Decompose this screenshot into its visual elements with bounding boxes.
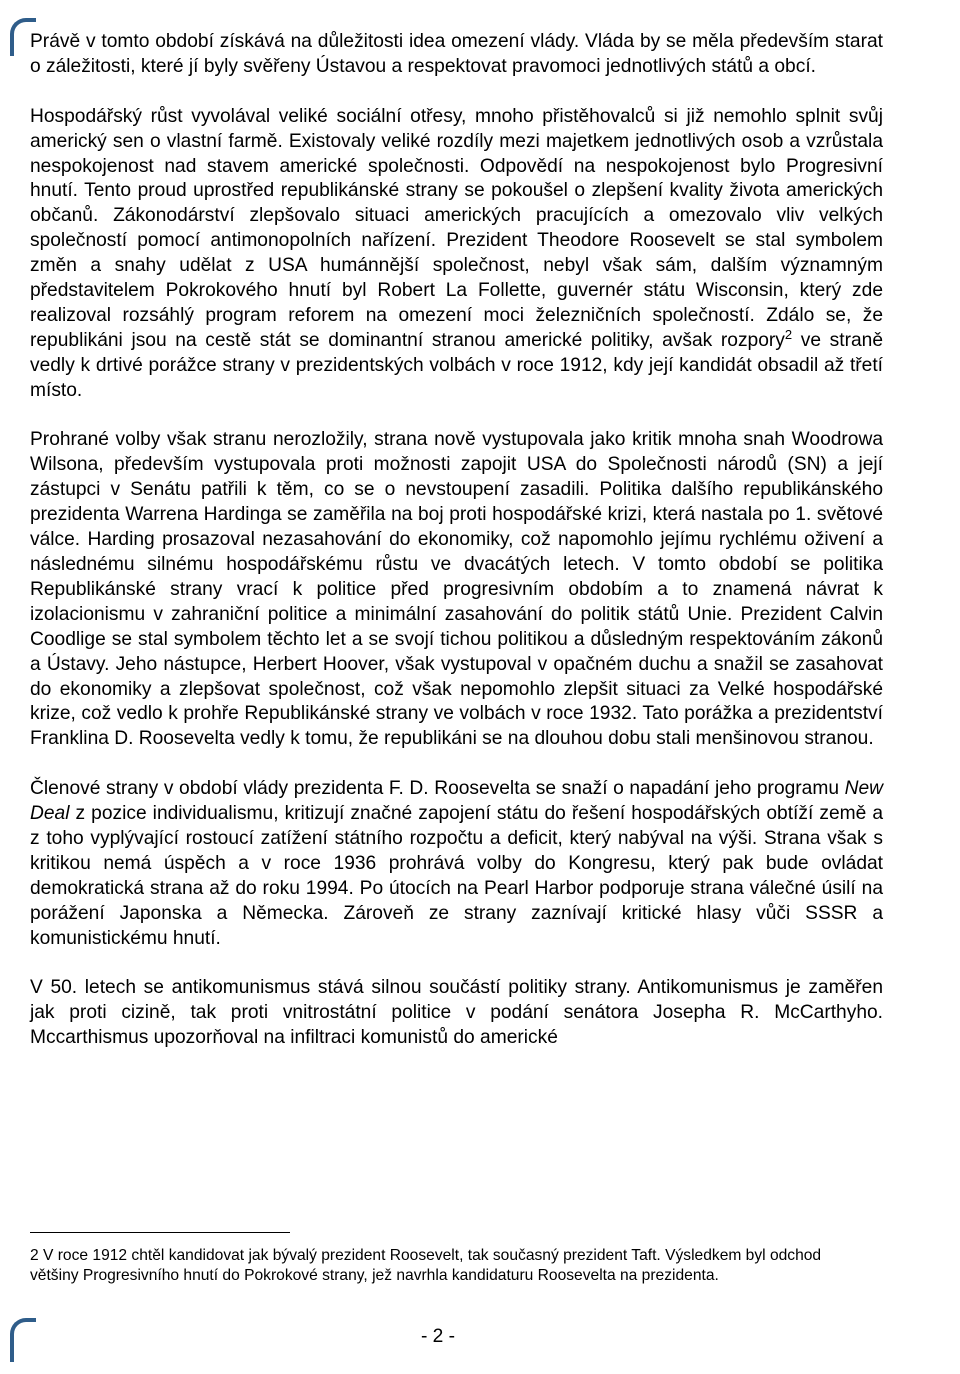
footnote-reference[interactable]: 2 xyxy=(784,326,793,342)
footnote-divider xyxy=(30,1232,290,1233)
paragraph-2-part-a: Hospodářský růst vyvolával veliké sociální otřesy, mnoho přistěhovalců si již nemohlo splnit svůj americký sen o vlastní farmě. Existovaly veliké rozdíly mezi majetkem jednotlivých osob a vzrůstala nespokojenost nad stavem americké společnosti. Odpovědí na nespokojenost bylo Progresivní hnutí. Tento proud uprostřed republikánské strany se pokoušel o zlepšení kvality života amerických občanů. Zákonodárství zlepšovalo situaci amerických pracujících a omezovalo vliv velkých společností pomocí antimonopolních nařízení. Prezident Theodore Roosevelt se stal symbolem změn a snahy udělat z USA humánnější společnost, nebyl však sám, dalším významným představitelem Pokrokového hnutí byl Robert La Follette, guvernér státu Wisconsin, který zde realizoval rozsáhlý program reforem na omezení moci železničních společností. Zdálo se, že republikáni jsou na cestě stát se dominantní stranou americké politiky, avšak rozpory xyxy=(30,105,883,351)
body-text xyxy=(30,30,883,1051)
paragraph-1: Právě v tomto období získává na důležitosti idea omezení vlády. Vláda by se měla především starat o záležitosti, které jí byly svěřeny Ústavou a respektovat pravomoci jednotlivých států a obcí. xyxy=(30,31,883,77)
paragraph-4-part-a: Členové strany v období vlády prezidenta F. D. Roosevelta se snaží o napadání jeho programu xyxy=(30,778,845,800)
page-number: - 2 - xyxy=(420,1326,456,1347)
footnote: 2 V roce 1912 chtěl kandidovat jak bývalý prezident Roosevelt, tak současný prezident Taft. Výsledkem byl odchod většiny Progresivního hnutí do Pokrokové strany, jež navrhla kandidaturu Roosevelta na prezidenta. xyxy=(30,1247,822,1285)
paragraph-5: V 50. letech se antikomunismus stává silnou součástí politiky strany. Antikomunismus je zaměřen jak proti cizině, tak proti vnitrostátní politice v podání senátora Josepha R. McCarthyho. Mccarthismus upozorňoval na infiltraci komunistů do americké xyxy=(30,977,883,1049)
new-deal-emphasis: New Deal xyxy=(30,778,883,825)
paragraph-4 xyxy=(30,777,883,951)
paragraph-4-part-b: z pozice individualismu, kritizují značné zapojení státu do řešení hospodářských obtíží země a z toho vyplývající rostoucí zatížení státního rozpočtu a deficit, který nabýval na výši. Strana však s kritikou nemá úspěch a v roce 1936 prohrává volby do Kongresu, který pak bude ovládat demokratická strana až do roku 1994. Po útocích na Pearl Harbor podporuje strana válečné úsilí na porážení Japonska a Německa. Zároveň ze strany zaznívají kritické hlasy vůči SSSR a komunistickému hnutí. xyxy=(30,803,883,949)
paragraph-2-part-b: ve straně vedly k drtivé porážce strany v prezidentských volbách v roce 1912, kdy její kandidát obsadil až třetí místo. xyxy=(30,329,883,401)
paragraph-3: Prohrané volby však stranu nerozložily, strana nově vystupovala jako kritik mnoha snah Woodrowa Wilsona, především vystupovala proti možnosti zapojit USA do Společnosti národů (SN) a její zástupci v Senátu patřili k těm, co se o nevstoupení zasadili. Politika dalšího republikánského prezidenta Warrena Hardinga se zaměřila na boj proti hospodářské krizi, která nastala po 1. světové válce. Harding prosazoval nezasahování do ekonomiky, což napomohlo jejímu rychlému oživení a následnému silnému hospodářskému růstu ve dvacátých letech. V tomto období se politika Republikánské strany vrací k politice před progresivním obdobím a to znamená návrat k izolacionismu v zahraniční politice a minimální zasahování do politik států Unie. Prezident Calvin Coodlige se stal symbolem těchto let a se svojí tichou politikou a důsledným respektováním zákonů a Ústavy. Jeho nástupce, Herbert Hoover, však vystupoval v opačném duchu a snažil se zasahovat do ekonomiky a zlepšovat společnost, což však nepomohlo zlepšit situaci za Velké hospodářské krize, což vedlo k prohře Republikánské strany ve volbách v roce 1932. Tato porážka a prezidentství Franklina D. Roosevelta vedly k tomu, že republikáni se na dlouhou dobu stali menšinovou stranou. xyxy=(30,429,883,750)
paragraph-2 xyxy=(30,105,883,404)
